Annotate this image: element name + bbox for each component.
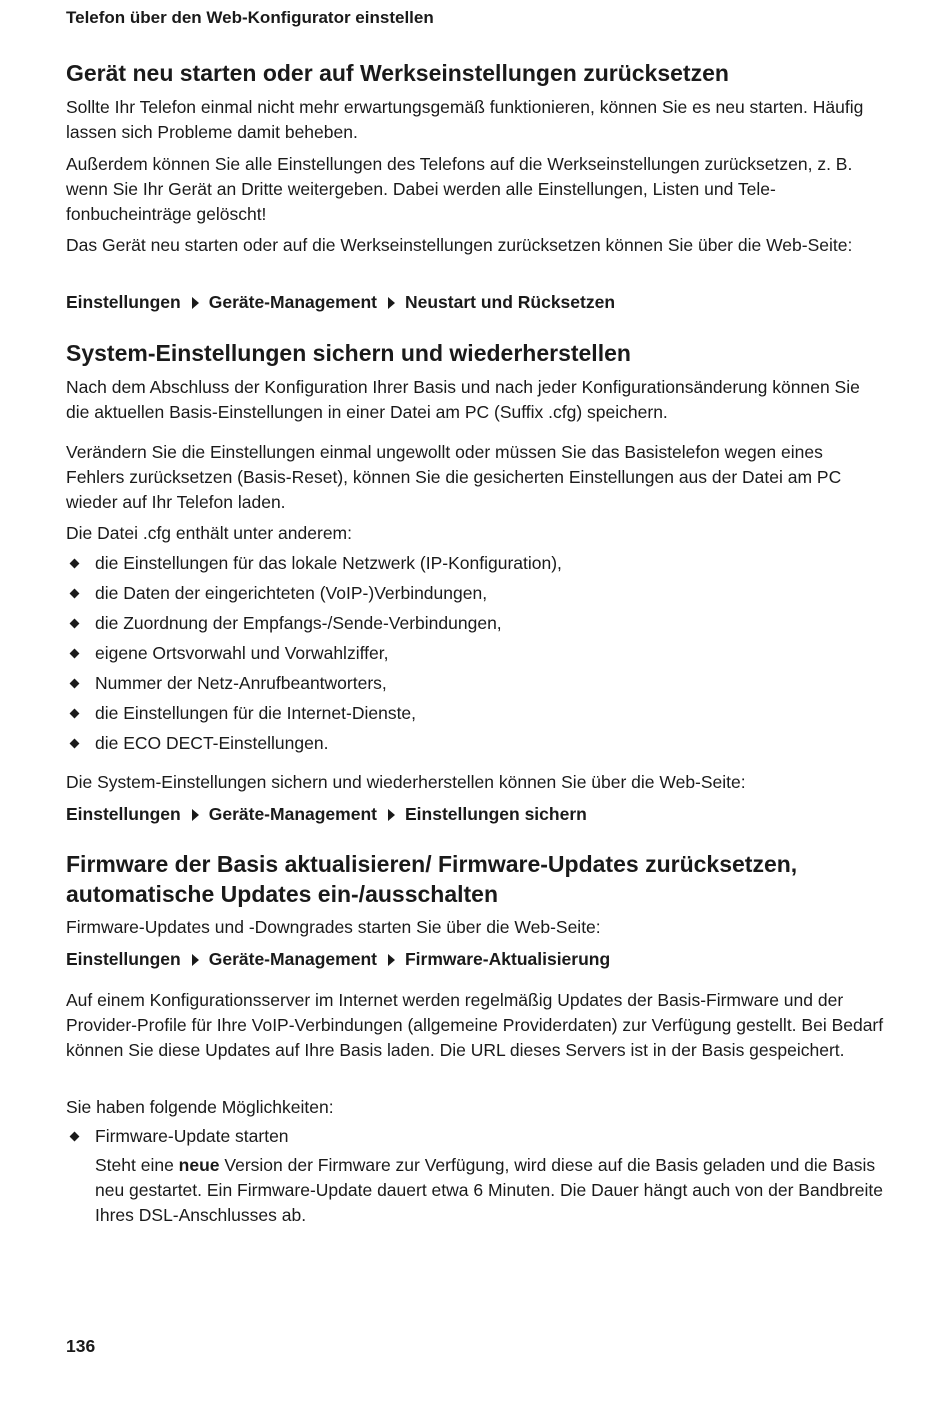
- list-item: die Einstellungen für das lokale Netzwerk (IP-Konfiguration),: [66, 551, 562, 581]
- section-heading-backup: System-Einstellungen sichern und wiederherstellen: [66, 340, 631, 366]
- list-item: die Zuordnung der Empfangs-/Sende-Verbindungen,: [66, 611, 562, 641]
- cfg-content-list: [66, 551, 562, 761]
- menu-path-item: Firmware-Aktualisierung: [404, 949, 611, 969]
- paragraph: Firmware-Updates und -Downgrades starten Sie über die Web-Seite:: [66, 917, 601, 937]
- diamond-bullet-icon: [70, 619, 80, 629]
- menu-path-item: Einstellungen sichern: [404, 804, 587, 824]
- paragraph: Auf einem Konfigurationsserver im Internet werden regelmäßig Updates der Basis-Firmware und der Provider-Profile für Ihre VoIP-Verbindungen (allgemeine Providerdaten) zur Verfügung gestellt. Bei Bedarf können Sie diese Updates auf Ihre Basis laden. Die URL dieses Servers ist in der Basis gespeichert.: [66, 990, 884, 1060]
- arrow-right-icon: [192, 809, 199, 821]
- menu-path-item: Geräte-Management: [208, 949, 377, 969]
- menu-path-restart: [66, 290, 615, 315]
- paragraph: Nach dem Abschluss der Konfiguration Ihrer Basis und nach jeder Konfigurationsänderung können Sie die aktuellen Basis-Einstellungen in einer Datei am PC (Suffix .cfg) speichern.: [66, 377, 860, 422]
- menu-path-item: Geräte-Management: [208, 292, 377, 312]
- paragraph: Sollte Ihr Telefon einmal nicht mehr erwartungsgemäß funktionieren, können Sie es neu starten. Häufig lassen sich Probleme damit beheben.: [66, 97, 864, 142]
- diamond-bullet-icon: [70, 739, 80, 749]
- menu-path-item: Einstellungen: [66, 292, 181, 312]
- list-item: eigene Ortsvorwahl und Vorwahlziffer,: [66, 641, 562, 671]
- diamond-bullet-icon: [70, 709, 80, 719]
- arrow-right-icon: [192, 297, 199, 309]
- diamond-bullet-icon: [70, 559, 80, 569]
- page-number: 136: [66, 1336, 96, 1356]
- paragraph: Sie haben folgende Möglichkeiten:: [66, 1097, 334, 1117]
- section-heading-firmware: Firmware der Basis aktualisieren/ Firmware-Updates zurücksetzen,: [66, 851, 798, 877]
- arrow-right-icon: [192, 954, 199, 966]
- diamond-bullet-icon: [70, 679, 80, 689]
- section-heading-firmware-line2: automatische Updates ein-/ausschalten: [66, 881, 499, 907]
- list-item: die Einstellungen für die Internet-Dienste,: [66, 701, 562, 731]
- paragraph: Das Gerät neu starten oder auf die Werkseinstellungen zurücksetzen können Sie über die Web-Seite:: [66, 235, 853, 255]
- paragraph: Verändern Sie die Einstellungen einmal ungewollt oder müssen Sie das Basistelefon wegen eines Fehlers zurücksetzen (Basis-Reset), können Sie die gesicherten Einstellungen aus der Datei am PC wieder auf Ihr Telefon laden.: [66, 442, 842, 512]
- menu-path-item: Einstellungen: [66, 949, 181, 969]
- menu-path-firmware: [66, 947, 610, 972]
- list-item: Nummer der Netz-Anrufbeantworters,: [66, 671, 562, 701]
- arrow-right-icon: [388, 809, 395, 821]
- firmware-options-list: [66, 1124, 289, 1154]
- list-item: die Daten der eingerichteten (VoIP-)Verbindungen,: [66, 581, 562, 611]
- menu-path-item: Einstellungen: [66, 804, 181, 824]
- menu-path-backup: [66, 802, 587, 827]
- menu-path-item: Geräte-Management: [208, 804, 377, 824]
- arrow-right-icon: [388, 297, 395, 309]
- diamond-bullet-icon: [70, 1132, 80, 1142]
- menu-path-item: Neustart und Rücksetzen: [404, 292, 616, 312]
- list-item: die ECO DECT-Einstellungen.: [66, 731, 562, 761]
- paragraph: Die System-Einstellungen sichern und wiederherstellen können Sie über die Web-Seite:: [66, 772, 746, 792]
- section-heading-restart: Gerät neu starten oder auf Werkseinstellungen zurücksetzen: [66, 60, 729, 86]
- diamond-bullet-icon: [70, 589, 80, 599]
- list-item: Firmware-Update starten: [66, 1124, 289, 1154]
- firmware-update-detail: Steht eine neue Version der Firmware zur Verfügung, wird diese auf die Basis geladen und die Basis neu gestartet. Ein Firmware-Update dauert etwa 6 Minuten. Die Dauer hängt auch von der Bandbreite Ihres DSL-Anschlusses ab.: [95, 1155, 883, 1225]
- diamond-bullet-icon: [70, 649, 80, 659]
- paragraph: Außerdem können Sie alle Einstellungen des Telefons auf die Werkseinstellungen zurücksetzen, z. B. wenn Sie Ihr Gerät an Dritte weitergeben. Dabei werden alle Einstellungen, Listen und Telefonbucheinträge gelöscht!: [66, 154, 853, 224]
- running-header: Telefon über den Web-Konfigurator einstellen: [66, 8, 434, 27]
- paragraph: Die Datei .cfg enthält unter anderem:: [66, 523, 352, 543]
- arrow-right-icon: [388, 954, 395, 966]
